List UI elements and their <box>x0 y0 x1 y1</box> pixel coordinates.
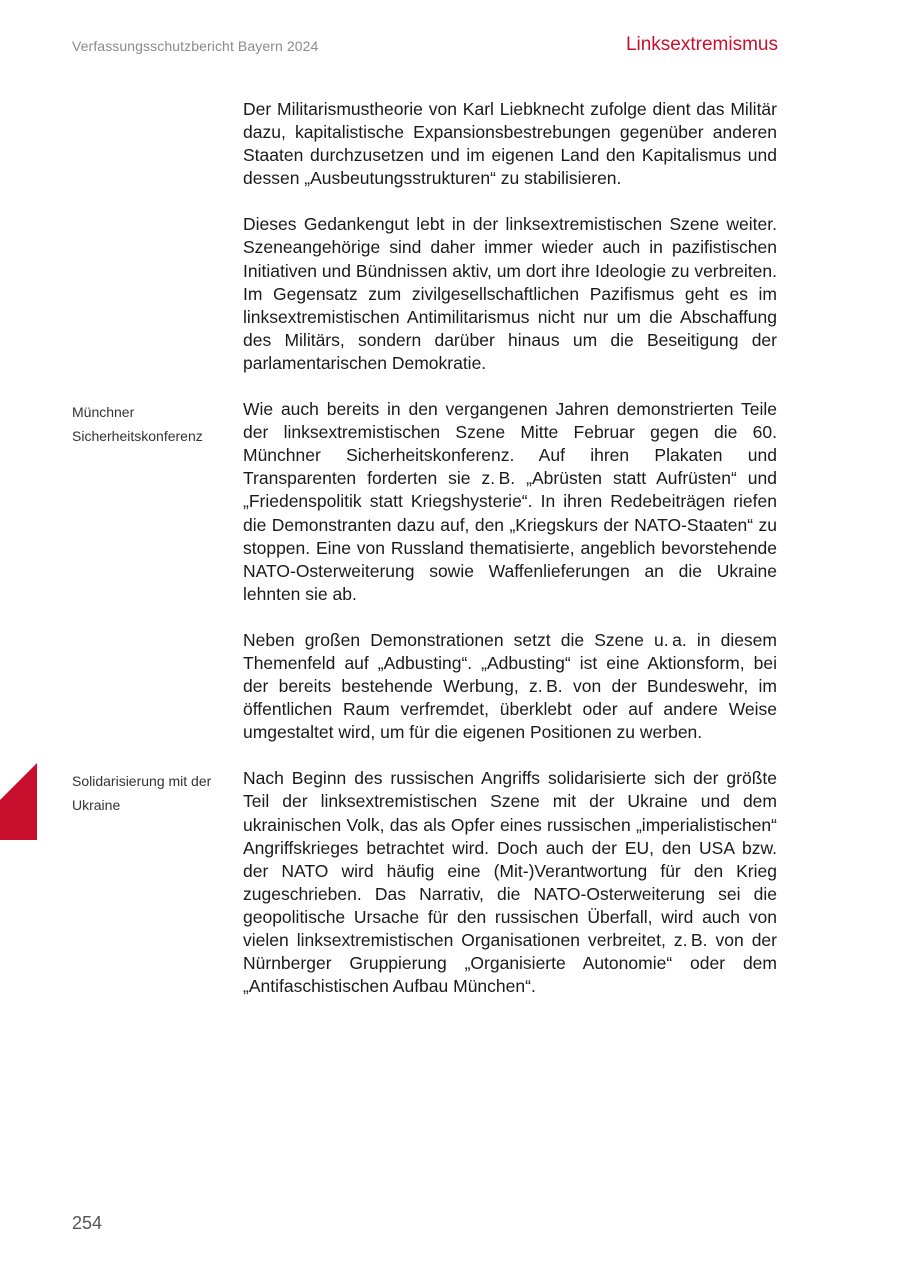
publication-title: Verfassungsschutzbericht Bayern 2024 <box>72 38 319 54</box>
sidenote-ukraine-solidarity: Solidarisierung mit der Ukraine <box>72 773 212 813</box>
body-text-column <box>243 98 777 998</box>
paragraph-munich-security-conference: Wie auch bereits in den vergangenen Jahren demonstrierten Teile der linksextremistischen Szene Mitte Februar gegen die 60. Münchner Sicherheitskonferenz. Auf ihren Plakaten und Transparenten forderten sie z. B. „Abrüsten statt Aufrüsten“ und „Friedenspolitik statt Kriegshysterie“. In ihren Redebeiträgen riefen die Demonstranten dazu auf, den „Kriegskurs der NATO-Staaten“ zu stoppen. Eine von Russland thematisierte, angeblich bevorstehende NATO-Osterweiterung sowie Waffenlieferungen an die Ukraine lehnten sie ab. <box>243 399 777 604</box>
paragraph-ukraine-solidarity: Nach Beginn des russischen Angriffs solidarisierte sich der größte Teil der linksextremistischen Szene mit der Ukraine und dem ukrainischen Volk, das als Opfer eines russischen „imperialistischen“ Angriffskrieges betrachtet wird. Doch auch der EU, den USA bzw. der NATO wird häufig eine (Mit-)Verantwortung für den Krieg zugeschrieben. Das Narrativ, die NATO-Osterweiterung sei die geopolitische Ursache für den russischen Überfall, wird auch von vielen linksextremistischen Organisationen verbreitet, z. B. von der Nürnberger Gruppierung „Organisierte Autonomie“ oder dem „Antifaschistischen Aufbau München“. <box>243 768 777 997</box>
page-number: 254 <box>72 1213 103 1233</box>
sidenote-munich-security-conference: Münchner Sicherheitskonferenz <box>72 404 203 444</box>
paragraph-antimilitarism: Dieses Gedankengut lebt in der linksextremistischen Szene weiter. Szeneangehörige sind daher immer wieder auch in pazifistischen Initiativen und Bündnissen aktiv, um dort ihre Ideologie zu verbreiten. Im Gegensatz zum zivilgesellschaftlichen Pazifismus geht es im linksextremistischen Antimilitarismus nicht nur um die Abschaffung des Militärs, sondern darüber hinaus um die Beseitigung der parlamentarischen Demokratie. <box>243 214 777 373</box>
paragraph-militarism-theory: Der Militarismustheorie von Karl Liebknecht zufolge dient das Militär dazu, kapitalistische Expansionsbestrebungen gegenüber anderen Staaten durchzusetzen und im eigenen Land den Kapitalismus und dessen „Ausbeutungsstrukturen“ zu stabilisieren. <box>243 99 777 189</box>
chapter-accent-marker <box>0 763 37 840</box>
chapter-title: Linksextremismus <box>625 34 778 55</box>
paragraph-adbusting: Neben großen Demonstrationen setzt die Szene u. a. in diesem Themenfeld auf „Adbusting“. „Adbusting“ ist eine Aktionsform, bei der bereits bestehende Werbung, z. B. von der Bundeswehr, im öffentlichen Raum verfremdet, überklebt oder auf andere Weise umgestaltet wird, um für die eigenen Positionen zu werben. <box>243 629 777 743</box>
